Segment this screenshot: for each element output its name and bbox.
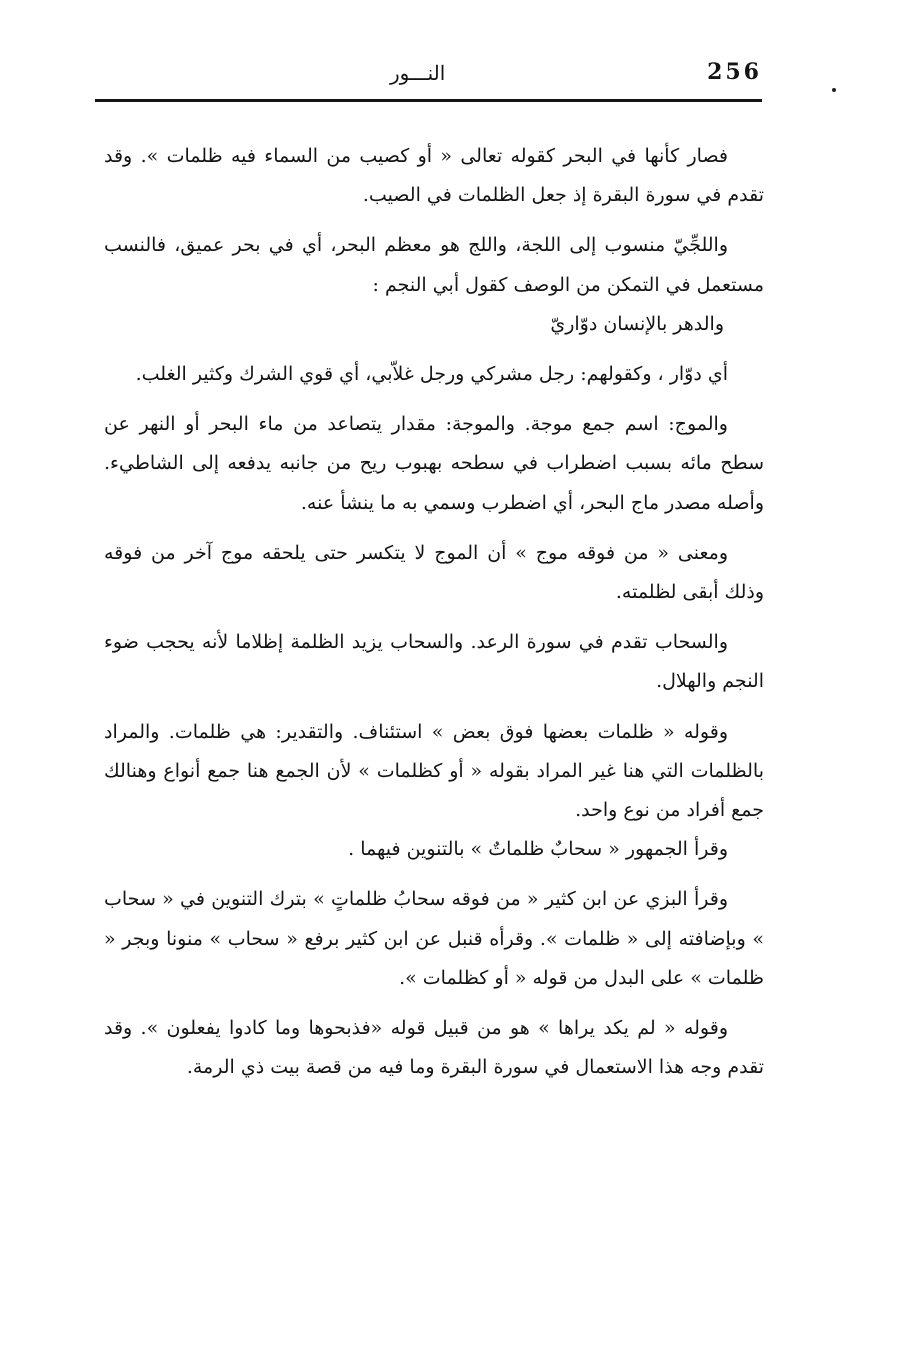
paragraph-qiraat-bazzi: وقرأ البزي عن ابن كثير « من فوقه سحابُ ظلماتٍ » بترك التنوين في « سحاب » وبإضافته إلى « ظلمات ». وقرأه قنبل عن ابن كثير برفع « سحاب » منونا وبجر « ظلمات » على البدل من قوله « أو كظلمات ».	[104, 888, 764, 989]
page-number: 256	[707, 59, 762, 85]
paragraph-min-fawqihi-mawj: ومعنى « من فوقه موج » أن الموج لا يتكسر حتى يلحقه موج آخر من فوقه وذلك أبقى لظلمته.	[104, 541, 764, 604]
verse-abi-najm: والدهر بالإنسان دوّاريّ	[550, 312, 724, 335]
header-divider	[95, 99, 762, 102]
main-text	[104, 137, 764, 1098]
paragraph-dawwar: أي دوّار ، وكقولهم: رجل مشركي ورجل غلاّبي، أي قوي الشرك وكثير الغلب.	[135, 363, 728, 386]
paragraph-lam-yakad: وقوله « لم يكد يراها » هو من قبيل قوله «فذبحوها وما كادوا يفعلون ». وقد تقدم وجه هذا الاستعمال في سورة البقرة وما فيه من قصة بيت ذي الرمة.	[104, 1017, 764, 1079]
paragraph-zulumat-baaduha: وقوله « ظلمات بعضها فوق بعض » استئناف. والتقدير: هي ظلمات. والمراد بالظلمات التي هنا غير المراد بقوله « أو كظلمات » لأن الجمع هنا جمع أنواع وهنالك جمع أفراد من نوع واحد.	[104, 720, 764, 822]
scan-speck	[832, 88, 836, 92]
paragraph-sahab: والسحاب تقدم في سورة الرعد. والسحاب يزيد الظلمة إظلاما لأنه يحجب ضوء النجم والهلال.	[104, 631, 764, 693]
paragraph-mawj: والموج: اسم جمع موجة. والموجة: مقدار يتصاعد من ماء البحر أو النهر عن سطح مائه بسبب اضطراب في سطحه بهبوب ريح من جانبه يدفعه إلى الشاطيء. وأصله مصدر ماج البحر، أي اضطرب وسمي به ما ينشأ عنه.	[104, 413, 764, 514]
page-header	[95, 55, 762, 95]
paragraph-zulumat-sayyib: فصار كأنها في البحر كقوله تعالى « أو كصيب من السماء فيه ظلمات ». وقد تقدم في سورة البقرة إذ جعل الظلمات في الصيب.	[104, 145, 764, 207]
paragraph-lujji: واللجِّيّ منسوب إلى اللجة، واللج هو معظم البحر، أي في بحر عميق، فالنسب مستعمل في التمكن من الوصف كقول أبي النجم :	[104, 234, 764, 296]
running-title: النـــور	[390, 61, 446, 85]
paragraph-qiraat-jumhur: وقرأ الجمهور « سحابٌ ظلماتٌ » بالتنوين فيهما .	[348, 838, 728, 861]
